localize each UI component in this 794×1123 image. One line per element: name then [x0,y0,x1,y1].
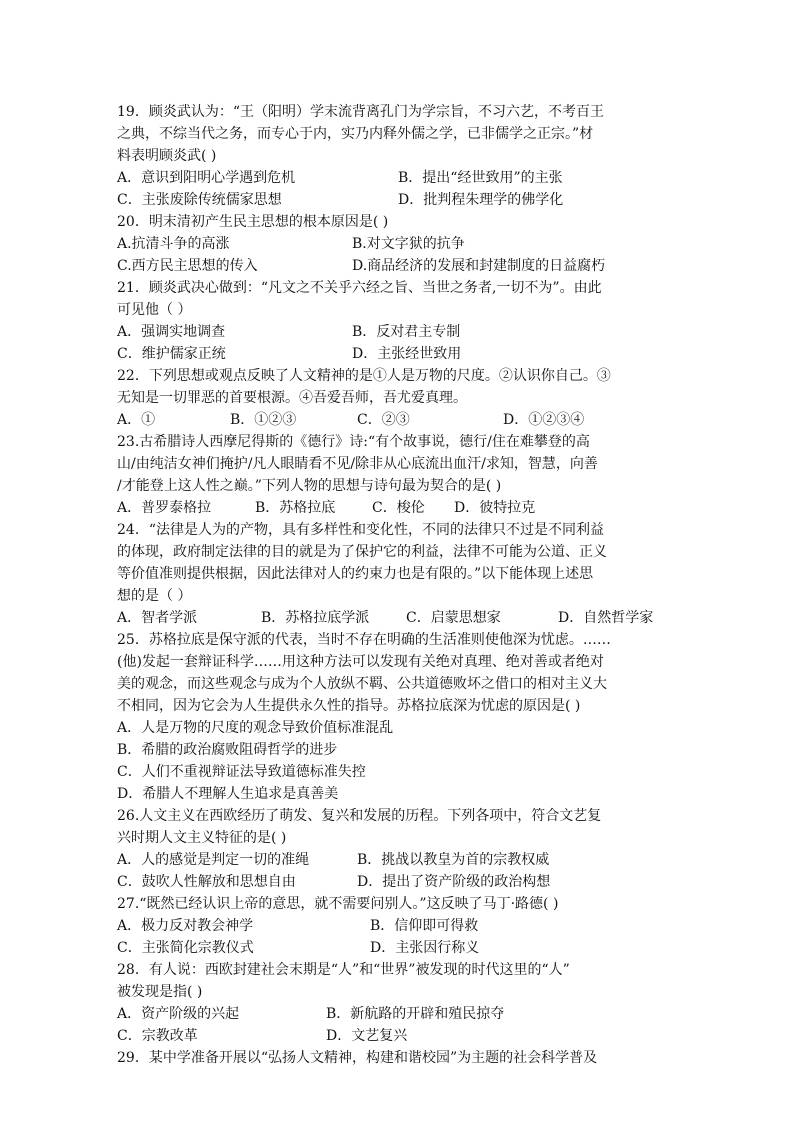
question-stem-line: 想的是（ ） [117,588,192,604]
option-c: C．主张废除传统儒家思想 [117,192,282,208]
question-stem-line: 24．“法律是人为的产物，具有多样性和变化性，不同的法律只不过是不同利益 [117,522,604,538]
option-d: D．主张经世致用 [352,346,462,362]
option-a: A．资产阶级的兴起 [117,1006,240,1022]
option-a: A．人的感觉是判定一切的准绳 [117,852,310,868]
question-stem-line: 29．某中学准备开展以“弘扬人文精神，构建和谐校园”为主题的社会科学普及 [117,1050,598,1066]
option-c: C．宗教改革 [117,1028,198,1044]
option-c: C．鼓吹人性解放和思想自由 [117,874,296,890]
question-stem-line: 23.古希腊诗人西摩尼得斯的《德行》诗:“有个故事说，德行/住在难攀登的高 [117,434,590,450]
option-b: B．希腊的政治腐败阻碍哲学的进步 [117,742,338,758]
option-b: B．反对君主专制 [352,324,461,340]
option-b: B．①②③ [230,412,297,428]
question-stem-line: /才能登上这人性之巅。”下列人物的思想与诗句最为契合的是( ) [117,478,502,494]
option-d: D．①②③④ [503,412,585,428]
option-c: C．人们不重视辩证法导致道德标准失控 [117,764,366,780]
option-d: D．自然哲学家 [558,610,654,626]
option-b: B．信仰即可得救 [370,918,479,934]
option-a: A．强调实地调查 [117,324,226,340]
question-stem-line: 22．下列思想或观点反映了人文精神的是①人是万物的尺度。②认识你自己。③ [117,368,611,384]
option-d: D．彼特拉克 [454,500,536,516]
option-d: D．批判程朱理学的佛学化 [398,192,564,208]
option-c: C．主张简化宗教仪式 [117,940,254,956]
question-stem-line: 的体现，政府制定法律的目的就是为了保护它的利益，法律不可能为公道、正义 [117,544,607,560]
question-stem-line: 26.人文主义在西欧经历了萌发、复兴和发展的历程。下列各项中，符合文艺复 [117,808,602,824]
question-stem-line: 兴时期人文主义特征的是( ) [117,830,287,846]
question-stem-line: (他)发起一套辩证科学……用这种方法可以发现有关绝对真理、绝对善或者绝对 [117,654,604,670]
option-b: B．提出“经世致用”的主张 [398,170,563,186]
question-stem-line: 之典，不综当代之务，而专心于内，实乃内释外儒之学，已非儒学之正宗。”材 [117,126,594,142]
question-stem-line: 25．苏格拉底是保守派的代表，当时不存在明确的生活准则使他深为忧虑。…… [117,632,611,648]
option-b: B．苏格拉底学派 [261,610,370,626]
question-stem-line: 等价值准则提供根据，因此法律对人的约束力也是有限的。”以下能体现上述思 [117,566,594,582]
question-stem-line: 山/由纯洁女神们掩护/凡人眼睛看不见/除非从心底流出血汗/求知，智慧，向善 [117,456,598,472]
question-stem-line: 27.“既然已经认识上帝的意思，就不需要问别人。”这反映了马丁·路德( ) [117,896,559,912]
option-b: B．挑战以教皇为首的宗教权威 [357,852,550,868]
option-a: A．人是万物的尺度的观念导致价值标准混乱 [117,720,394,736]
option-d: D．文艺复兴 [326,1028,408,1044]
question-stem-line: 19．顾炎武认为：“王（阳明）学末流背离孔门为学宗旨，不习六艺，不考百王 [117,104,604,120]
option-a: A．极力反对教会神学 [117,918,254,934]
question-stem-line: 不相同，因为它会为人生提供永久性的指导。苏格拉底深为忧虑的原因是( ) [117,698,581,714]
question-stem-line: 料表明顾炎武( ) [117,148,217,164]
option-c: C．②③ [357,412,410,428]
option-b: B．新航路的开辟和殖民掠夺 [326,1006,505,1022]
question-stem-line: 被发现是指( ) [117,984,203,1000]
question-stem-line: 20．明末清初产生民主思想的根本原因是( ) [117,214,389,230]
question-stem-line: 28．有人说：西欧封建社会末期是“人”和“世界”被发现的时代这里的“人” [117,962,570,978]
option-c: C．启蒙思想家 [406,610,501,626]
option-a: A．意识到阳明心学遇到危机 [117,170,296,186]
option-d: D.商品经济的发展和封建制度的日益腐朽 [352,258,606,274]
option-c: C.西方民主思想的传入 [117,258,258,274]
question-stem-line: 21．顾炎武决心做到：“凡文之不关乎六经之旨、当世之务者,一切不为”。由此 [117,280,602,296]
option-b: B.对文字狱的抗争 [352,236,465,252]
option-d: D．希腊人不理解人生追求是真善美 [117,786,339,802]
question-stem-line: 美的观念，而这些观念与成为个人放纵不羁、公共道德败坏之借口的相对主义大 [117,676,607,692]
option-c: C．维护儒家正统 [117,346,226,362]
option-a: A．① [117,412,156,428]
option-a: A．普罗泰格拉 [117,500,212,516]
question-stem-line: 可见他（ ） [117,302,192,318]
question-stem-line: 无知是一切罪恶的首要根源。④吾爱吾师，吾尤爱真理。 [117,390,467,406]
option-d: D．提出了资产阶级的政治构想 [357,874,551,890]
option-b: B．苏格拉底 [255,500,336,516]
option-a: A.抗清斗争的高涨 [117,236,230,252]
option-a: A．智者学派 [117,610,198,626]
option-c: C．梭伦 [372,500,425,516]
option-d: D．主张因行称义 [370,940,480,956]
